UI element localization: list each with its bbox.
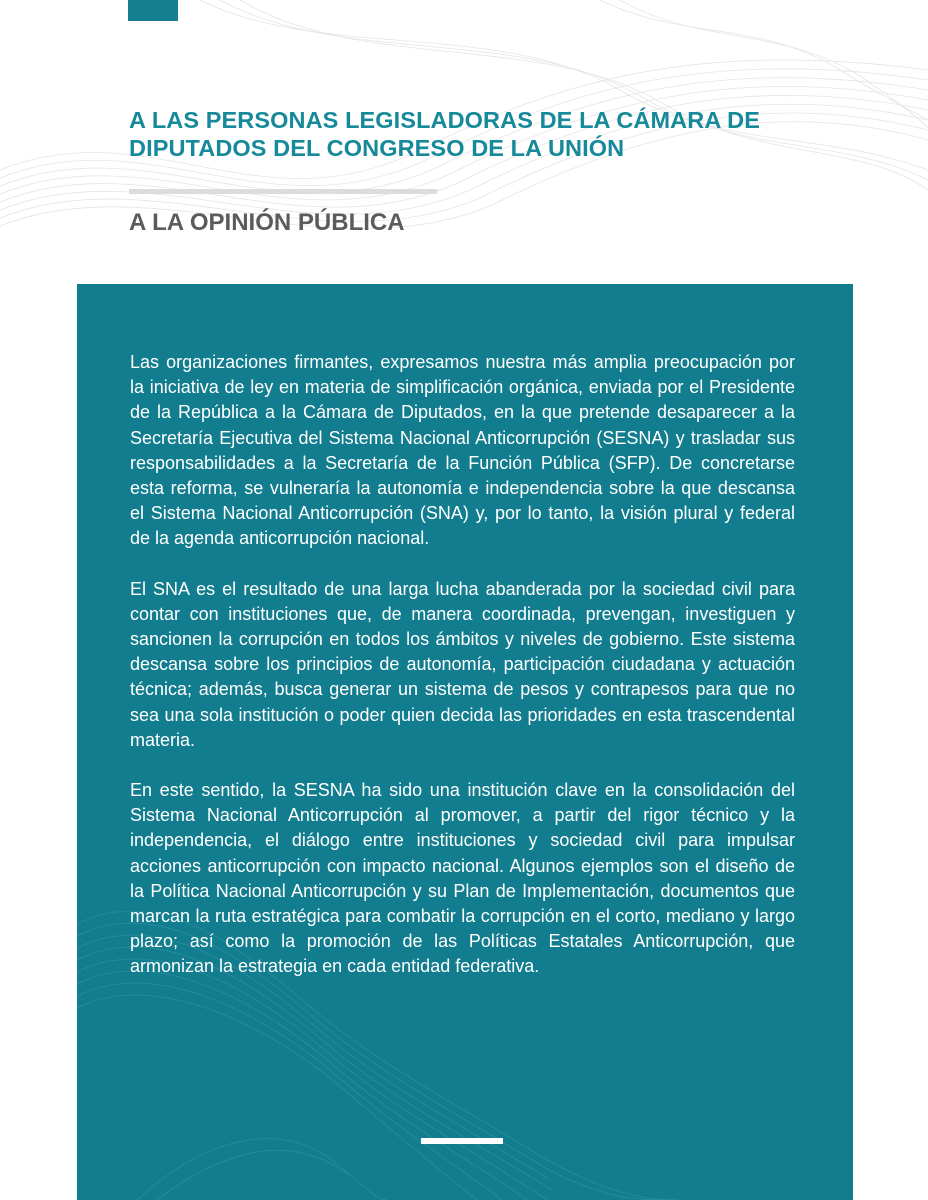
addressee-heading: A LAS PERSONAS LEGISLADORAS DE LA CÁMARA DE DIPUTADOS DEL CONGRESO DE LA UNIÓN: [129, 107, 760, 161]
statement-body: [130, 350, 795, 1005]
statement-panel: [77, 284, 853, 1200]
statement-paragraph: Las organizaciones firmantes, expresamos nuestra más amplia preocupación por la iniciativa de ley en materia de simplificación orgánica, enviada por el Presidente de la República a la Cámara de Diputados, en la que pretende desaparecer a la Secretaría Ejecutiva del Sistema Nacional Anticorrupción (SESNA) y trasladar sus responsabilidades a la Secretaría de la Función Pública (SFP). De concretarse esta reforma, se vulneraría la autonomía e independencia sobre la que descansa el Sistema Nacional Anticorrupción (SNA) y, por lo tanto, la visión plural y federal de la agenda anticorrupción nacional.: [130, 352, 795, 549]
panel-bottom-bar: [421, 1138, 503, 1144]
divider-rule: [129, 189, 437, 194]
statement-paragraph: El SNA es el resultado de una larga lucha abanderada por la sociedad civil para contar con instituciones que, de manera coordinada, prevengan, investiguen y sancionen la corrupción en todos los ámbitos y niveles de gobierno. Este sistema descansa sobre los principios de autonomía, participación ciudadana y actuación técnica; además, busca generar un sistema de pesos y contrapesos para que no sea una sola institución o poder quien decida las prioridades en esta trascendental materia.: [130, 578, 795, 750]
corner-accent-block: [128, 0, 178, 21]
statement-paragraph: En este sentido, la SESNA ha sido una institución clave en la consolidación del Sistema Nacional Anticorrupción al promover, a partir del rigor técnico y la independencia, el diálogo entre instituciones y sociedad civil para impulsar acciones anticorrupción con impacto nacional. Algunos ejemplos son el diseño de la Política Nacional Anticorrupción y su Plan de Implementación, documentos que marcan la ruta estratégica para combatir la corrupción en el corto, mediano y largo plazo; así como la promoción de las Políticas Estatales Anticorrupción, que armonizan la estrategia en cada entidad federativa.: [130, 780, 795, 977]
public-heading: A LA OPINIÓN PÚBLICA: [129, 209, 405, 236]
